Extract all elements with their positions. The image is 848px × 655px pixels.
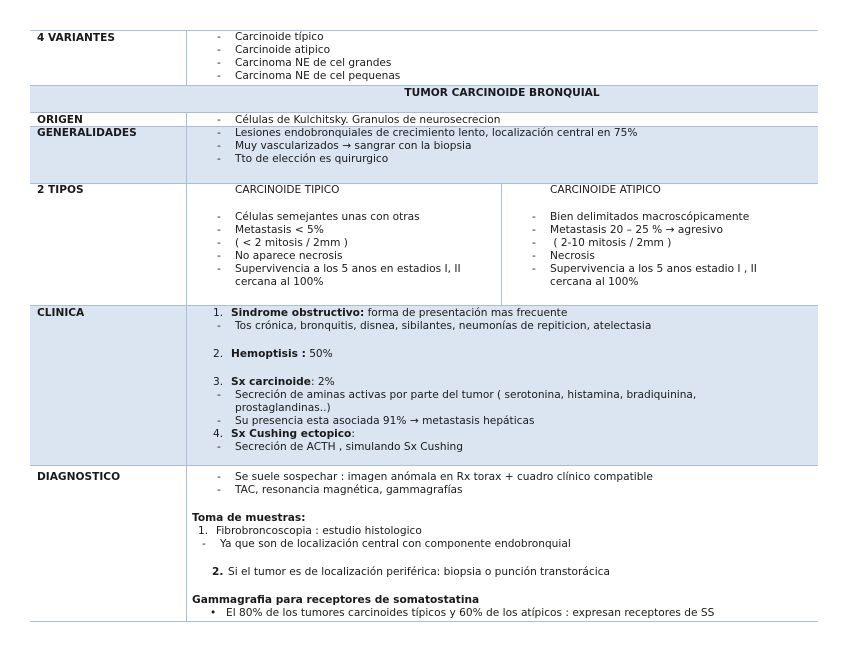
- diagnostico-label: DIAGNOSTICO: [37, 471, 121, 483]
- rule: [30, 465, 818, 466]
- toma-item: [198, 566, 812, 579]
- item-heading: Sx Cushing ectopico: [231, 428, 352, 440]
- list-item: - Tos crónica, bronquitis, disnea, sibilantes, neumonías de repiticion, atelectasia: [217, 320, 813, 333]
- item-text: Si el tumor es de localización periférica: biopsia o punción transtorácica: [228, 566, 610, 578]
- clinica-content: [213, 307, 813, 454]
- list-item: - Su presencia esta asociada 91% → metastasis hepáticas: [217, 415, 813, 428]
- list-item: - Se suele sospechar : imagen anómala en Rx torax + cuadro clínico compatible: [217, 471, 812, 484]
- list-item: - Tto de elección es quirurgico: [217, 153, 815, 166]
- item-number: 3.: [213, 376, 224, 388]
- gamma-title: Gammagrafia para receptores de somatostatina: [192, 594, 480, 606]
- list-item: - Secreción de aminas activas por parte del tumor ( serotonina, histamina, bradiquinina,: [217, 389, 813, 402]
- item-text: :: [351, 428, 355, 440]
- page-title: TUMOR CARCINOIDE BRONQUIAL: [404, 87, 600, 99]
- list-item: - ( < 2 mitosis / 2mm ): [217, 237, 497, 250]
- list-item-continuation: cercana al 100%: [235, 276, 324, 288]
- list-item: - Supervivencia a los 5 anos estadio I , II: [532, 263, 812, 276]
- list-item: - Muy vascularizados → sangrar con la biopsia: [217, 140, 815, 153]
- clinica-item: [213, 376, 813, 389]
- rule: [30, 112, 818, 113]
- clinica-item: [213, 307, 813, 320]
- tipos-label: 2 TIPOS: [37, 184, 84, 196]
- rule: [30, 85, 818, 86]
- clinica-item: [213, 348, 813, 361]
- origen-list: [217, 114, 807, 127]
- atipico-heading: CARCINOIDE ATIPICO: [550, 184, 661, 196]
- list-item: - Ya que son de localización central con componente endobronquial: [202, 538, 812, 551]
- variantes-list: [217, 31, 807, 83]
- rule: [30, 305, 818, 306]
- list-item: - Supervivencia a los 5 anos en estadios I, II: [217, 263, 497, 276]
- list-item: - Lesiones endobronquiales de crecimiento lento, localización central en 75%: [217, 127, 815, 140]
- rule: [30, 621, 818, 622]
- list-item: - No aparece necrosis: [217, 250, 497, 263]
- clinica-item: [213, 428, 813, 441]
- list-item: - TAC, resonancia magnética, gammagrafías: [217, 484, 812, 497]
- list-item-continuation: cercana al 100%: [550, 276, 639, 288]
- list-item: - Células semejantes unas con otras: [217, 211, 497, 224]
- list-item: - Carcinoide típico: [217, 31, 807, 44]
- list-item: • El 80% de los tumores carcinoides típicos y 60% de los atípicos : expresan receptores de SS: [208, 607, 812, 620]
- generalidades-list: [217, 127, 815, 166]
- list-item: - ( 2-10 mitosis / 2mm ): [532, 237, 812, 250]
- list-item: - Bien delimitados macroscópicamente: [532, 211, 812, 224]
- item-text: : 2%: [310, 376, 335, 388]
- list-item: - Metastasis 20 – 25 % → agresivo: [532, 224, 812, 237]
- list-item: - Necrosis: [532, 250, 812, 263]
- list-item: - Secreción de ACTH , simulando Sx Cushing: [217, 441, 813, 454]
- column-divider: [501, 183, 502, 305]
- item-number: 1.: [213, 307, 224, 319]
- item-heading: Sx carcinoide: [231, 376, 311, 388]
- list-item: - Carcinoide atipico: [217, 44, 807, 57]
- list-item: - Carcinoma NE de cel grandes: [217, 57, 807, 70]
- list-item-continuation: prostaglandinas..): [235, 402, 331, 414]
- item-text: forma de presentación mas frecuente: [364, 307, 568, 319]
- item-number: 4.: [213, 428, 224, 440]
- diagnostico-content: [192, 471, 812, 620]
- column-divider: [186, 30, 187, 85]
- item-heading: Hemoptisis :: [231, 348, 306, 360]
- item-heading: Sindrome obstructivo:: [231, 307, 365, 319]
- toma-item: [198, 525, 812, 538]
- list-item: - Carcinoma NE de cel pequenas: [217, 70, 807, 83]
- item-number: 2.: [213, 348, 224, 360]
- clinica-label: CLINICA: [37, 307, 85, 319]
- item-number: 1.: [198, 525, 209, 537]
- tipico-heading: CARCINOIDE TIPICO: [235, 184, 340, 196]
- column-divider: [186, 112, 187, 621]
- generalidades-label: GENERALIDADES: [37, 127, 137, 139]
- variantes-label: 4 VARIANTES: [37, 32, 115, 44]
- list-item: - Metastasis < 5%: [217, 224, 497, 237]
- atipico-list: [532, 211, 812, 289]
- item-number: 2.: [212, 566, 224, 578]
- tipico-list: [217, 211, 497, 289]
- toma-title: Toma de muestras:: [192, 512, 306, 524]
- origen-label: ORIGEN: [37, 114, 83, 126]
- item-text: 50%: [305, 348, 333, 360]
- item-text: Fibrobroncoscopia : estudio histologico: [216, 525, 422, 537]
- list-item: - Células de Kulchitsky. Granulos de neurosecrecion: [217, 114, 807, 127]
